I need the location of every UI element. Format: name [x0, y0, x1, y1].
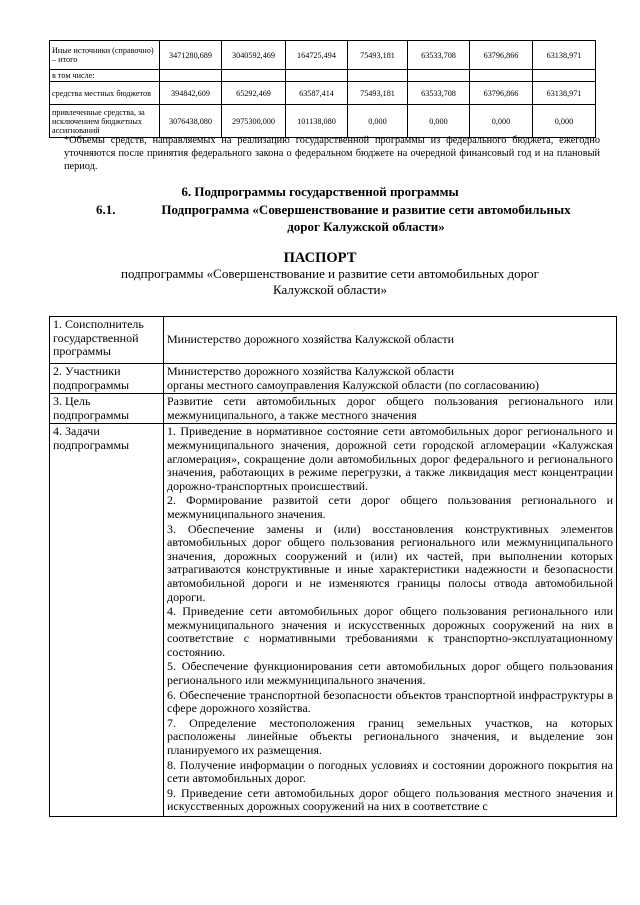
cell-value: 164725,494 — [286, 41, 348, 70]
cell-value — [160, 70, 222, 82]
task-item: 5. Обеспечение функционирования сети автомобильных дорог общего пользования регионального или межмуниципального значения. — [167, 659, 613, 688]
row-label: 1. Соисполнитель государственной программы — [50, 317, 164, 364]
task-item: 8. Получение информации о погодных условиях и состоянии дорожного покрытия на сети автомобильных дорог. — [167, 757, 613, 786]
table-row — [50, 41, 596, 70]
task-item: 3. Обеспечение замены и (или) восстановления конструктивных элементов автомобильных дорог общего пользования регионального или межмуниципального значения, дорожных сооружений и (или) их частей, при выполнении которых затрагиваются конструктивные и иные характеристики надежности и безопасности автомобильной дороги и не изменяются границы полосы отвода автомобильной дороги. — [167, 521, 613, 604]
cell-value — [348, 70, 408, 82]
table-row — [50, 82, 596, 105]
participant-2: органы местного самоуправления Калужской области (по согласованию) — [167, 377, 540, 392]
cell-value — [470, 70, 533, 82]
table-row — [50, 394, 617, 424]
cell-value — [408, 70, 470, 82]
footnote: *Объемы средств, направляемых на реализацию государственной программы из федерального бюджета, ежегодно уточняются после принятия федерального закона о федеральном бюджете на очередной финансовый год и на плановый период. — [64, 135, 600, 172]
passport-title: ПАСПОРТ — [283, 250, 357, 266]
table-row — [50, 70, 596, 82]
cell-value: 0,000 — [533, 105, 596, 138]
cell-value: 0,000 — [408, 105, 470, 138]
cell-value: 101138,080 — [286, 105, 348, 138]
cell-value: 2975300,000 — [222, 105, 286, 138]
subsection-number: 6.1. — [96, 202, 116, 217]
row-label: 3. Цель подпрограммы — [50, 394, 164, 424]
task-item: 4. Приведение сети автомобильных дорог общего пользования регионального или межмуниципального значения и искусственных дорожных сооружений на них в соответствие с нормативными требованиями к транспортно-эксплуатационному состоянию. — [167, 604, 613, 659]
task-item: 6. Обеспечение транспортной безопасности объектов транспортной инфраструктуры в сфере дорожного хозяйства. — [167, 687, 613, 716]
cell-value: 394842,609 — [160, 82, 222, 105]
finance-table — [49, 40, 596, 138]
cell-value: 3076438,080 — [160, 105, 222, 138]
task-item: 2. Формирование развитой сети дорог общего пользования регионального и межмуниципального значения. — [167, 493, 613, 521]
participant-1: Министерство дорожного хозяйства Калужской области — [167, 364, 455, 378]
table-row — [50, 364, 617, 394]
task-item: 1. Приведение в нормативное состояние сети автомобильных дорог регионального и межмуниципального значения, дорожной сети городской агломерации «Калужская агломерация», сокращение доли автомобильных дорог федерального и регионального значения, работающих в режиме перегрузки, а также ликвидация мест концентрации дорожно-транспортных происшествий. — [167, 424, 613, 493]
row-label: 4. Задачи подпрограммы — [50, 424, 164, 817]
cell-value: 63138,971 — [533, 41, 596, 70]
table-row — [50, 424, 617, 817]
cell-value: 63138,971 — [533, 82, 596, 105]
task-item: 7. Определение местоположения границ земельных участков, на которых расположены линейные объекты регионального значения, и выделение зон планируемого их размещения. — [167, 715, 613, 758]
cell-value: 3471280,689 — [160, 41, 222, 70]
passport-table — [49, 316, 617, 817]
cell-value: 65292,469 — [222, 82, 286, 105]
cell-value: 75493,181 — [348, 41, 408, 70]
cell-value: 63587,414 — [286, 82, 348, 105]
cell-value: 0,000 — [348, 105, 408, 138]
row-label: средства местных бюджетов — [50, 82, 160, 105]
cell-value — [222, 70, 286, 82]
cell-value: 63533,708 — [408, 82, 470, 105]
table-row — [50, 317, 617, 364]
cell-value: 75493,181 — [348, 82, 408, 105]
row-value: Министерство дорожного хозяйства Калужской области — [164, 317, 617, 364]
subsection-title: Подпрограмма «Совершенствование и развитие сети автомобильных дорог Калужской области» — [161, 202, 571, 234]
row-value: Развитие сети автомобильных дорог общего пользования регионального или межмуниципального, а также местного значения — [164, 394, 617, 424]
task-item: 9. Приведение сети автомобильных дорог общего пользования местного значения и искусственных дорожных сооружений на них в соответствие с — [167, 785, 613, 814]
table-row — [50, 105, 596, 138]
row-label: Иные источники (справочно) – итого — [50, 41, 160, 70]
cell-value: 0,000 — [470, 105, 533, 138]
cell-value — [286, 70, 348, 82]
cell-value: 63533,708 — [408, 41, 470, 70]
row-label: в том числе: — [50, 70, 160, 82]
cell-value: 63796,866 — [470, 41, 533, 70]
cell-value — [533, 70, 596, 82]
section-heading: 6. Подпрограммы государственной программы — [181, 184, 459, 199]
cell-value: 3040592,469 — [222, 41, 286, 70]
passport-subtitle: подпрограммы «Совершенствование и развитие сети автомобильных дорог Калужской области» — [120, 266, 539, 297]
cell-value: 63796,866 — [470, 82, 533, 105]
row-label: привлеченные средства, за исключением бюджетных ассигнований — [50, 105, 160, 138]
row-value — [164, 424, 617, 817]
row-value — [164, 364, 617, 394]
row-label: 2. Участники подпрограммы — [50, 364, 164, 394]
